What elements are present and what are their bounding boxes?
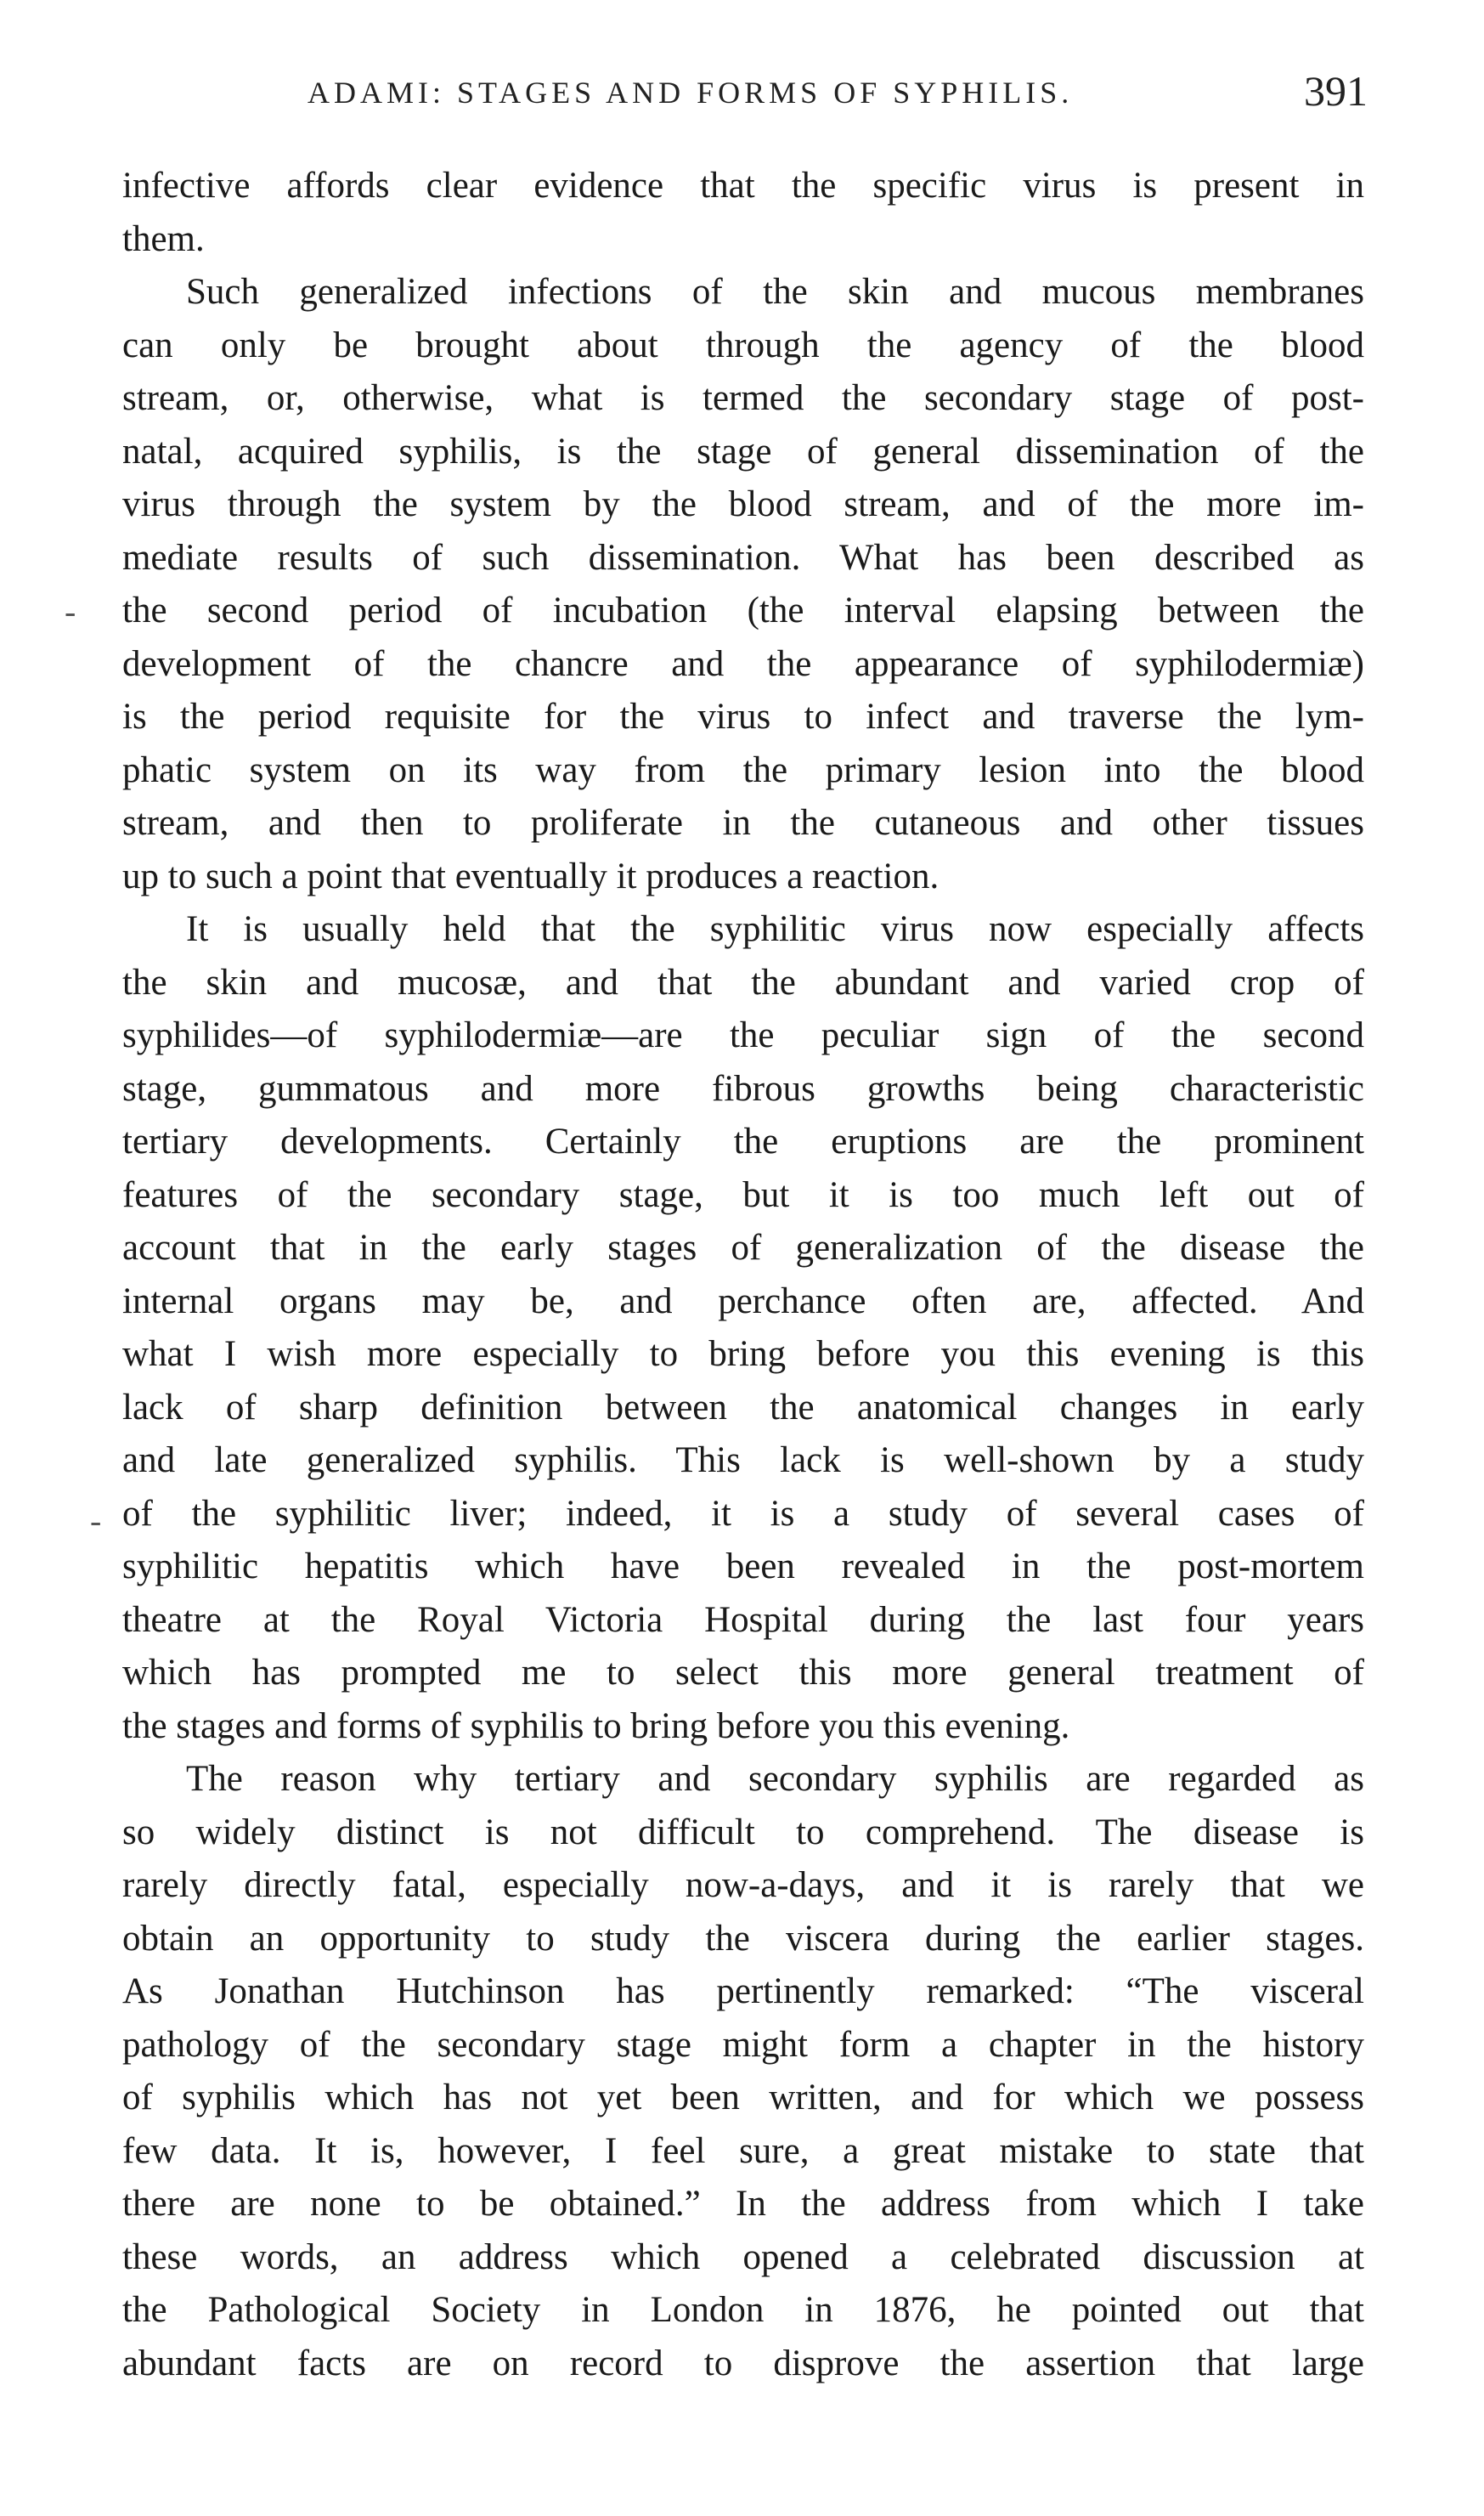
text-line: infective affords clear evidence that the specific virus is present in xyxy=(122,166,1364,206)
text-line: syphilitic hepatitis which have been revealed in the post-mortem xyxy=(122,1546,1364,1586)
text-line: what I wish more especially to bring before you this evening is this xyxy=(122,1334,1364,1374)
text-line: up to such a point that eventually it produces a reaction. xyxy=(122,856,939,896)
text-line: so widely distinct is not difficult to comprehend. The disease is xyxy=(122,1812,1364,1852)
text-line: It is usually held that the syphilitic virus now especially affects xyxy=(186,909,1364,949)
text-line: syphilides—of syphilodermiæ—are the peculiar sign of the second xyxy=(122,1015,1364,1055)
text-line: stage, gummatous and more fibrous growths being characteristic xyxy=(122,1068,1364,1109)
text-line: of the syphilitic liver; indeed, it is a study of several cases of xyxy=(122,1493,1364,1534)
text-line: development of the chancre and the appearance of syphilodermiæ) xyxy=(122,643,1364,684)
text-line: few data. It is, however, I feel sure, a great mistake to state that xyxy=(122,2130,1364,2171)
page-number: 391 xyxy=(1304,67,1368,115)
text-line: phatic system on its way from the primary lesion into the blood xyxy=(122,749,1364,790)
text-line: obtain an opportunity to study the viscera during the earlier stages. xyxy=(122,1918,1364,1959)
text-line: virus through the system by the blood stream, and of the more im- xyxy=(122,484,1364,524)
text-line: internal organs may be, and perchance often are, affected. And xyxy=(122,1281,1364,1321)
text-line: rarely directly fatal, especially now-a-days, and it is rarely that we xyxy=(122,1865,1364,1905)
text-line: stream, or, otherwise, what is termed the secondary stage of post- xyxy=(122,378,1364,418)
text-line: and late generalized syphilis. This lack is well-shown by a study xyxy=(122,1440,1364,1480)
text-line: can only be brought about through the agency of the blood xyxy=(122,325,1364,365)
text-line: the skin and mucosæ, and that the abundant and varied crop of xyxy=(122,962,1364,1003)
text-line: them. xyxy=(122,218,205,259)
text-line: As Jonathan Hutchinson has pertinently remarked: “The visceral xyxy=(122,1971,1364,2011)
text-line: the second period of incubation (the interval elapsing between the xyxy=(122,591,1364,630)
text-line: of syphilis which has not yet been written, and for which we possess xyxy=(122,2078,1364,2117)
text-line: mediate results of such dissemination. What has been described as xyxy=(122,537,1364,578)
text-line: stream, and then to proliferate in the cutaneous and other tissues xyxy=(122,803,1364,843)
text-line: The reason why tertiary and secondary syphilis are regarded as xyxy=(186,1759,1364,1799)
text-line: there are none to be obtained.” In the address from which I take xyxy=(122,2184,1364,2224)
margin-mark: - xyxy=(90,1501,102,1540)
text-line: which has prompted me to select this more general treatment of xyxy=(122,1653,1364,1693)
text-line: is the period requisite for the virus to infect and traverse the lym- xyxy=(122,697,1364,737)
text-line: the Pathological Society in London in 1876, he pointed out that xyxy=(122,2290,1364,2330)
running-header xyxy=(127,66,1368,126)
body-text xyxy=(122,160,1364,2390)
running-title: ADAMI: STAGES AND FORMS OF SYPHILIS. xyxy=(308,76,1074,110)
text-line: lack of sharp definition between the anatomical changes in early xyxy=(122,1387,1364,1428)
text-line: abundant facts are on record to disprove the assertion that large xyxy=(122,2343,1364,2383)
margin-mark: - xyxy=(65,592,76,630)
text-line: theatre at the Royal Victoria Hospital during the last four years xyxy=(122,1599,1364,1640)
text-line: tertiary developments. Certainly the eruptions are the prominent xyxy=(122,1122,1364,1162)
text-line: features of the secondary stage, but it is too much left out of xyxy=(122,1174,1364,1215)
text-line: pathology of the secondary stage might form a chapter in the history xyxy=(122,2024,1364,2065)
text-line: account that in the early stages of generalization of the disease the xyxy=(122,1228,1364,1268)
text-line: natal, acquired syphilis, is the stage of general dissemination of the xyxy=(122,431,1364,472)
text-line: Such generalized infections of the skin and mucous membranes xyxy=(186,272,1364,312)
text-line: the stages and forms of syphilis to bring before you this evening. xyxy=(122,1705,1070,1746)
text-line: these words, an address which opened a celebrated discussion at xyxy=(122,2236,1364,2277)
